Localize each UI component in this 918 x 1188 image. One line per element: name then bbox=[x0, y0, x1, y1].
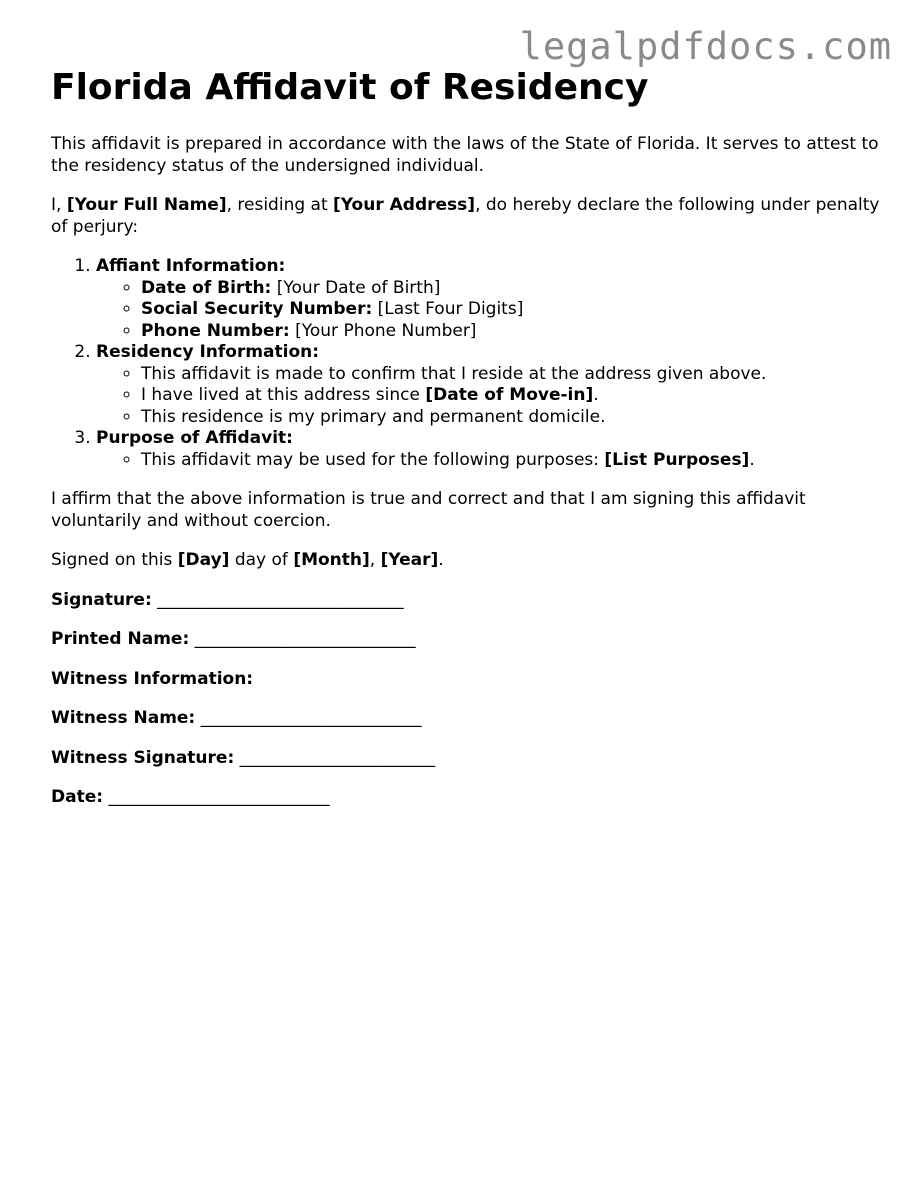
list-item: ◦ I have lived at this address since [Date of Move-in]. bbox=[141, 385, 881, 407]
page-title: Florida Affidavit of Residency bbox=[51, 67, 649, 108]
list-item-date-of-birth: ◦ Date of Birth: [Your Date of Birth] bbox=[141, 278, 881, 300]
section-heading: Purpose of Affidavit: bbox=[96, 428, 293, 448]
section-affiant-information bbox=[96, 256, 881, 342]
list-item-ssn: ◦ Social Security Number: [Last Four Digits] bbox=[141, 299, 881, 321]
watermark: legalpdfdocs.com bbox=[519, 25, 892, 68]
date-field[interactable]: Date: __________________________ bbox=[51, 787, 330, 807]
section-heading: Residency Information: bbox=[96, 342, 320, 362]
list-item-phone: ◦ Phone Number: [Your Phone Number] bbox=[141, 321, 881, 343]
section-heading: Affiant Information: bbox=[96, 256, 286, 276]
witness-signature-field[interactable]: Witness Signature: _______________________ bbox=[51, 747, 436, 768]
address-placeholder: [Your Address] bbox=[333, 195, 476, 215]
witness-information-heading: Witness Information: bbox=[51, 668, 254, 689]
residency-details-list bbox=[96, 364, 881, 429]
printed-name-field[interactable]: Printed Name: __________________________ bbox=[51, 629, 416, 649]
list-item: ◦ This affidavit is made to confirm that I reside at the address given above. bbox=[141, 364, 881, 386]
list-item: ◦ This residence is my primary and permanent domicile. bbox=[141, 407, 881, 429]
signed-date-line: Signed on this [Day] day of [Month], [Year]. bbox=[51, 550, 444, 570]
declaration-paragraph: I, [Your Full Name], residing at [Your Address], do hereby declare the following under penalty of perjury: bbox=[51, 195, 880, 237]
section-purpose-of-affidavit bbox=[96, 428, 881, 471]
section-residency-information bbox=[96, 342, 881, 428]
signature-field[interactable]: Signature: _____________________________ bbox=[51, 589, 404, 610]
document-page bbox=[51, 66, 881, 827]
full-name-placeholder: [Your Full Name] bbox=[66, 195, 227, 215]
purpose-details-list bbox=[96, 450, 881, 472]
affirmation-paragraph: I affirm that the above information is true and correct and that I am signing this affidavit voluntarily and without coercion. bbox=[51, 489, 806, 531]
witness-name-field[interactable]: Witness Name: __________________________ bbox=[51, 708, 422, 728]
intro-paragraph: This affidavit is prepared in accordance with the laws of the State of Florida. It serves to attest to the residency status of the undersigned individual. bbox=[51, 134, 879, 176]
declaration-list bbox=[51, 256, 881, 471]
list-item: ◦ This affidavit may be used for the following purposes: [List Purposes]. bbox=[141, 450, 881, 472]
affiant-details-list bbox=[96, 278, 881, 343]
